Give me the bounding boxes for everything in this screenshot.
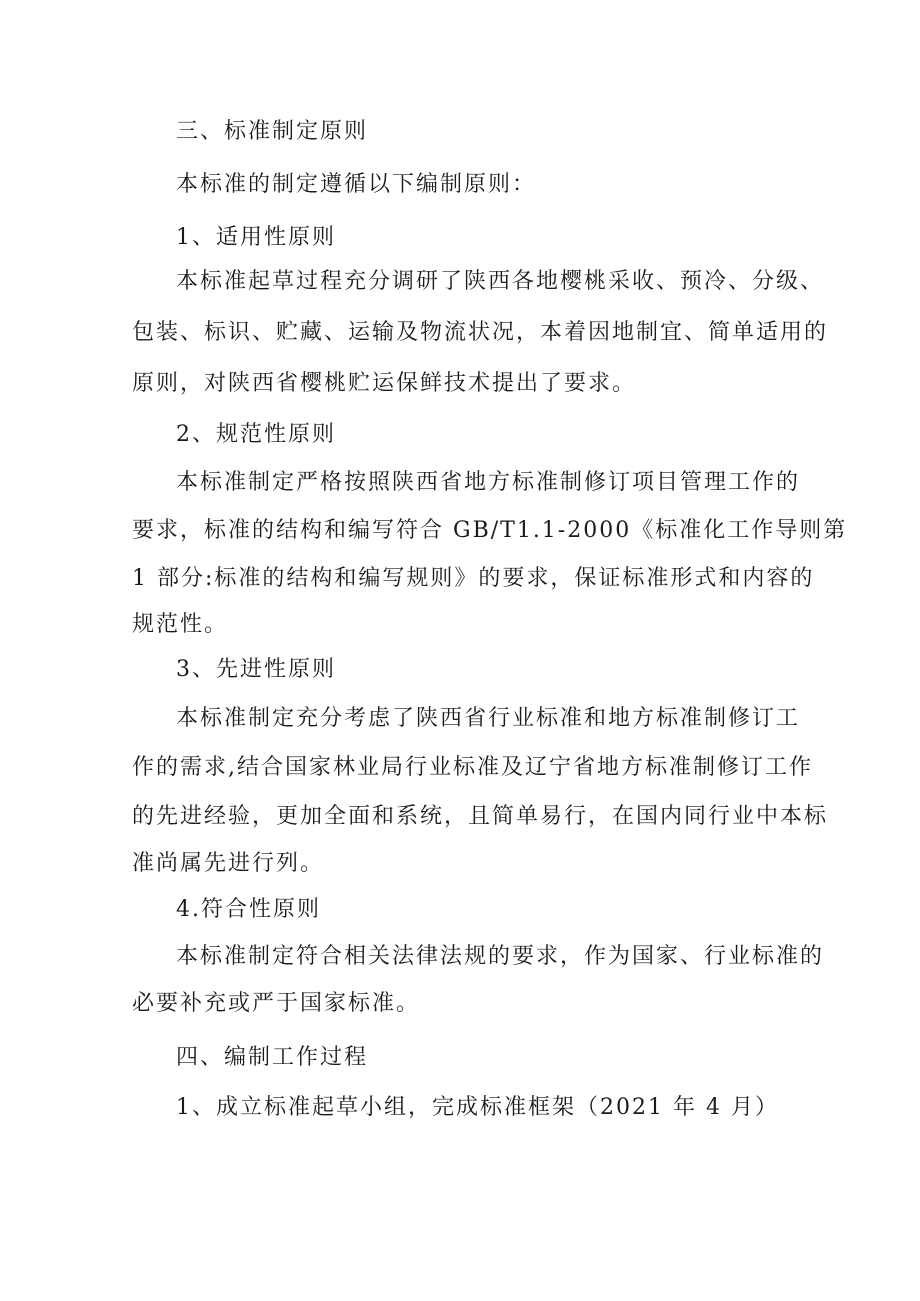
- section-heading: 三、标准制定原则: [176, 119, 369, 144]
- paragraph-line: 本标准制定符合相关法律法规的要求，作为国家、行业标准的: [176, 944, 825, 969]
- paragraph-line: 本标准起草过程充分调研了陕西各地樱桃采收、预冷、分级、: [176, 269, 825, 294]
- paragraph-line: 作的需求,结合国家林业局行业标准及辽宁省地方标准制修订工作: [132, 755, 813, 780]
- paragraph-line: 准尚属先进行列。: [132, 851, 325, 876]
- paragraph-line: 规范性。: [132, 612, 229, 637]
- paragraph-line: 1 部分:标准的结构和编写规则》的要求，保证标准形式和内容的: [132, 566, 815, 591]
- step-item: 1、成立标准起草小组，完成标准框架（2021 年 4 月）: [176, 1095, 779, 1120]
- principle-title: 2、规范性原则: [176, 422, 336, 447]
- paragraph-line: 的先进经验，更加全面和系统，且简单易行，在国内同行业中本标: [132, 804, 829, 829]
- paragraph-line: 包装、标识、贮藏、运输及物流状况，本着因地制宜、简单适用的: [132, 320, 829, 345]
- intro-text: 本标准的制定遵循以下编制原则：: [176, 172, 537, 197]
- paragraph-line: 原则，对陕西省樱桃贮运保鲜技术提出了要求。: [132, 371, 637, 396]
- principle-title: 1、适用性原则: [176, 225, 336, 250]
- section-heading: 四、编制工作过程: [176, 1045, 369, 1070]
- principle-title: 3、先进性原则: [176, 657, 336, 682]
- principle-title: 4.符合性原则: [176, 897, 321, 922]
- paragraph-line: 本标准制定严格按照陕西省地方标准制修订项目管理工作的: [176, 470, 801, 495]
- paragraph-line: 必要补充或严于国家标准。: [132, 991, 421, 1016]
- paragraph-line: 本标准制定充分考虑了陕西省行业标准和地方标准制修订工: [176, 706, 801, 731]
- paragraph-line: 要求，标准的结构和编写符合 GB/T1.1-2000《标准化工作导则第: [132, 518, 848, 543]
